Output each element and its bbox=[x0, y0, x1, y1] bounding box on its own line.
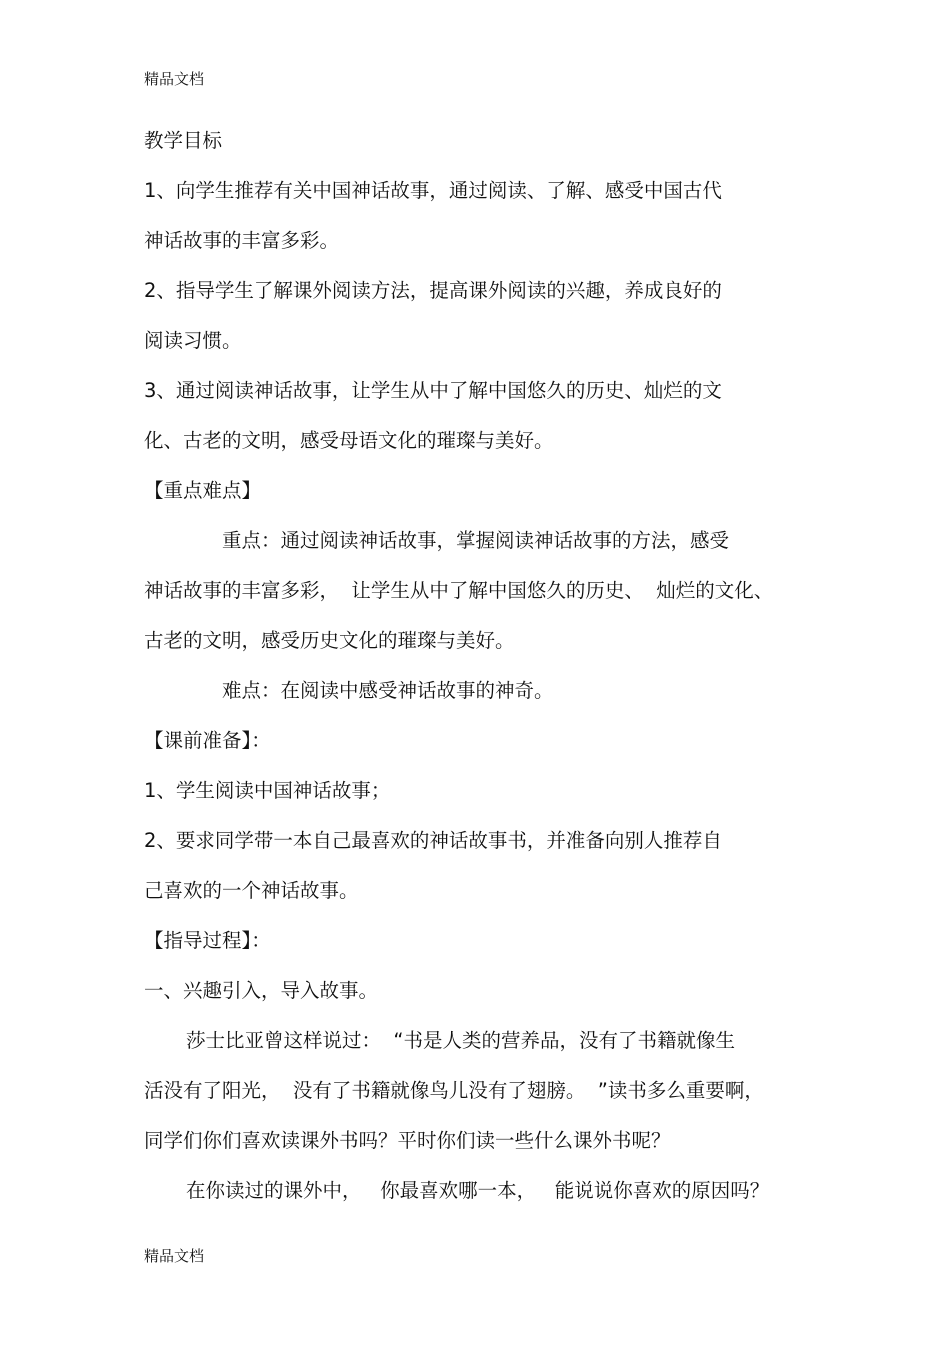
goal-2-line-2: 阅读习惯。 bbox=[144, 329, 242, 352]
difficulty-line: 难点：在阅读中感受神话故事的神奇。 bbox=[222, 679, 554, 702]
goal-1-line-2: 神话故事的丰富多彩。 bbox=[144, 229, 340, 252]
quote-paragraph-line-2: 活没有了阳光， 没有了书籍就像鸟儿没有了翅膀。 ”读书多么重要啊， bbox=[144, 1079, 764, 1102]
preparation-item-2-line-1: 2、要求同学带一本自己最喜欢的神话故事书，并准备向别人推荐自 bbox=[144, 829, 722, 852]
section-title-teaching-goals: 教学目标 bbox=[144, 129, 223, 152]
goal-1-line-1: 1、向学生推荐有关中国神话故事，通过阅读、了解、感受中国古代 bbox=[144, 179, 722, 202]
goal-2-line-1: 2、指导学生了解课外阅读方法，提高课外阅读的兴趣，养成良好的 bbox=[144, 279, 722, 302]
quote-paragraph-line-1: 莎士比亚曾这样说过： “书是人类的营养品，没有了书籍就像生 bbox=[186, 1029, 735, 1052]
section-title-process: 【指导过程】： bbox=[144, 929, 271, 952]
preparation-item-2-line-2: 己喜欢的一个神话故事。 bbox=[144, 879, 359, 902]
goal-3-line-1: 3、通过阅读神话故事，让学生从中了解中国悠久的历史、灿烂的文 bbox=[144, 379, 722, 402]
page-header: 精品文档 bbox=[144, 70, 205, 88]
key-point-line-1: 重点：通过阅读神话故事，掌握阅读神话故事的方法，感受 bbox=[222, 529, 730, 552]
goal-3-line-2: 化、古老的文明，感受母语文化的璀璨与美好。 bbox=[144, 429, 554, 452]
page-footer: 精品文档 bbox=[144, 1247, 205, 1265]
section-title-key-points: 【重点难点】 bbox=[144, 479, 262, 502]
key-point-line-2: 神话故事的丰富多彩， 让学生从中了解中国悠久的历史、 灿烂的文化、 bbox=[144, 579, 774, 602]
process-step-1-title: 一、兴趣引入，导入故事。 bbox=[144, 979, 379, 1002]
question-line: 在你读过的课外中， 你最喜欢哪一本， 能说说你喜欢的原因吗？ bbox=[186, 1179, 770, 1202]
key-point-line-3: 古老的文明，感受历史文化的璀璨与美好。 bbox=[144, 629, 515, 652]
quote-paragraph-line-3: 同学们你们喜欢读课外书吗？平时你们读一些什么课外书呢？ bbox=[144, 1129, 671, 1152]
section-title-preparation: 【课前准备】： bbox=[144, 729, 271, 752]
preparation-item-1: 1、学生阅读中国神话故事； bbox=[144, 779, 391, 802]
